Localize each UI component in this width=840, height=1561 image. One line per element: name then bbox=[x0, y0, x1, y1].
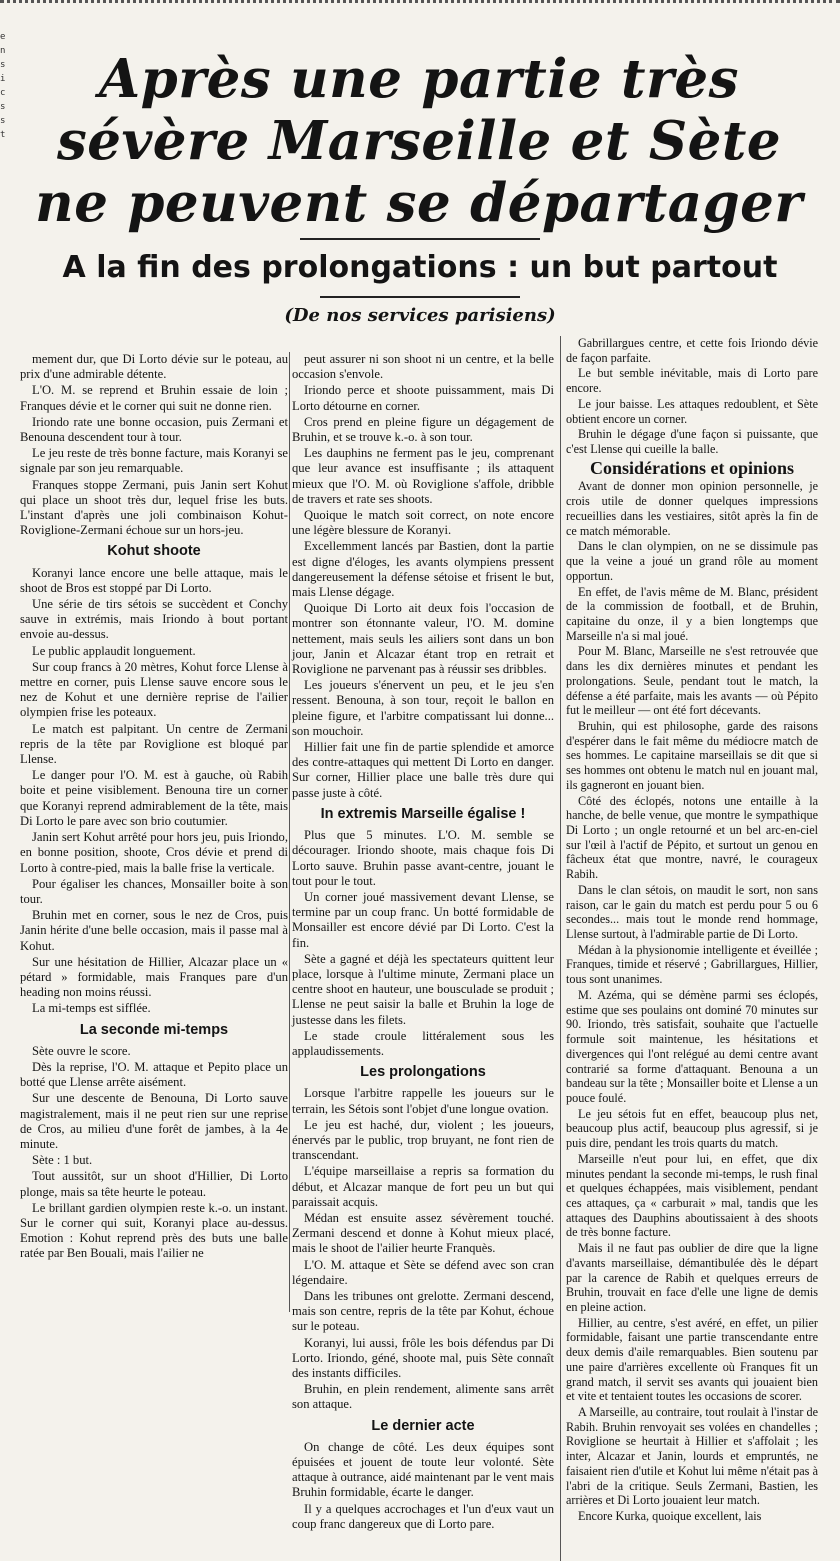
paragraph: Médan est ensuite assez sévèrement touché. Zermani descend et donne à Kohut mieux placé, mais le shoot de l'ailier heurte Franquès. bbox=[292, 1210, 554, 1256]
paragraph: Bruhin, en plein rendement, alimente sans arrêt son attaque. bbox=[292, 1382, 554, 1412]
paragraph: Sur une descente de Benouna, Di Lorto sauve magistralement, mais il ne peut rien sur une reprise de Cros, au milieu d'une forêt de jambes, à la 4e minute. bbox=[20, 1091, 288, 1151]
paragraph: Le stade croule littéralement sous les applaudissements. bbox=[292, 1028, 554, 1058]
paragraph: Dans le clan olympien, on ne se dissimule pas que la veine a joué un grand rôle au moment opportun. bbox=[566, 539, 818, 583]
article-column-2 bbox=[292, 352, 554, 1533]
margin-fragment: ensicsst bbox=[0, 32, 6, 140]
paragraph: Un corner joué massivement devant Llense, se termine par un coup franc. Un botté formidable de Monsailler est encore dévié par Di Lorto. C'est la fin. bbox=[292, 889, 554, 950]
paragraph: En effet, de l'avis même de M. Blanc, président de la commission de football, et de Bruhin, capitaine du onze, il y a bien longtemps que Marseille n'a si mal joué. bbox=[566, 584, 818, 643]
paragraph: Tout aussitôt, sur un shoot d'Hillier, Di Lorto plonge, mais sa tête heurte le poteau. bbox=[20, 1169, 288, 1199]
paragraph: Mais il ne faut pas oublier de dire que la ligne d'avants marseillaise, démantibulée dès le départ par la carence de Rabih et quelques erreurs de Bruhin, trouvait en face d'elle une ligne de demis en pleine action. bbox=[566, 1241, 818, 1314]
paragraph: Koranyi lance encore une belle attaque, mais le shoot de Bros est stoppé par Di Lorto. bbox=[20, 565, 288, 595]
paragraph: Bruhin le dégage d'une façon si puissante, que c'est Llense qui cueille la balle. bbox=[566, 427, 818, 457]
column-separator bbox=[560, 336, 561, 1561]
paragraph: Pour égaliser les chances, Monsailler boite à son tour. bbox=[20, 876, 288, 906]
paragraph: mement dur, que Di Lorto dévie sur le poteau, au prix d'une admirable détente. bbox=[20, 352, 288, 382]
paragraph: Dans le clan sétois, on maudit le sort, non sans raison, car le gain du match est perdu pour 5 ou 6 secondes... mais tout le monde rend hommage, Llense surtout, à l'admirable partie de Di Lorto. bbox=[566, 882, 818, 942]
paragraph: Encore Kurka, quoique excellent, lais bbox=[578, 1509, 762, 1524]
paragraph: Le brillant gardien olympien reste k.-o. un instant. Sur le corner qui suit, Koranyi place au-dessus. Emotion : Kohut reprend près des buts une balle ratée par Ben Bouali, mais l'ailier ne bbox=[20, 1200, 288, 1261]
section-heading: In extremis Marseille égalise ! bbox=[320, 805, 526, 822]
paragraph: Une série de tirs sétois se succèdent et Conchy sauve in extrémis, mais Iriondo à bout portant envoie au-dessus. bbox=[20, 597, 288, 642]
paragraph: Le but semble inévitable, mais di Lorto pare encore. bbox=[566, 366, 818, 396]
paragraph: Sète : 1 but. bbox=[32, 1153, 93, 1168]
paragraph: Bruhin, qui est philosophe, garde des raisons d'espérer dans le fait même du médiocre match de ses hommes. Le capitaine marseillais se dit que si ses hommes ont obtenu le match nul en jouant mal, ils gagneront en jouant bien. bbox=[566, 718, 818, 792]
paragraph: Hillier, au centre, s'est avéré, en effet, un pilier formidable, faisant une partie transcendante entre deux demis d'aile remarquables. Bien soutenu par une paire d'arrières excellente où Franques fit un grand match, il servit ses avants qui jouaient bien et vite et tentaient toutes les occasions de scorer. bbox=[566, 1315, 818, 1404]
article-column-3 bbox=[566, 336, 818, 1525]
paragraph: L'équipe marseillaise a repris sa formation du début, et Alcazar manque de fort peu un but qui paraissait acquis. bbox=[292, 1164, 554, 1209]
paragraph: Excellemment lancés par Bastien, dont la partie est digne d'éloges, les avants olympiens pressent dangereusement la défense sétoise et frisent le but, mais Llense dégage. bbox=[292, 539, 554, 600]
section-heading: Kohut shoote bbox=[107, 543, 201, 560]
paragraph: Le jeu reste de très bonne facture, mais Koranyi se signale par son jeu remarquable. bbox=[20, 446, 288, 476]
page-top-edge bbox=[0, 0, 840, 14]
column-separator bbox=[289, 352, 290, 1312]
paragraph: L'O. M. se reprend et Bruhin essaie de loin ; Franques dévie et le corner qui suit ne donne rien. bbox=[20, 383, 288, 413]
paragraph: Koranyi, lui aussi, frôle les bois défendus par Di Lorto. Iriondo, géné, shoote mal, puis Sète connaît des instants difficiles. bbox=[292, 1335, 554, 1380]
paragraph: Sur coup francs à 20 mètres, Kohut force Llense à mettre en corner, puis Llense sauve encore sous le nez de Kohut et une dernière reprise de l'ailier olympien frise les poteaux. bbox=[20, 659, 288, 720]
subheadline-rule bbox=[320, 296, 520, 298]
paragraph: Le match est palpitant. Un centre de Zermani repris de la tête par Roviglione est bloqué par Llense. bbox=[20, 721, 288, 767]
paragraph: Marseille n'eut pour lui, en effet, que dix minutes pendant la seconde mi-temps, le rush final et quelques échappées, mais visiblement, pendant ces attaques, ça « carburait » mal, tandis que les attaques des Dauphins aboutissaient à des shoots de très bonne facture. bbox=[566, 1151, 818, 1240]
paragraph: Le jeu est haché, dur, violent ; les joueurs, énervés par le public, trop bruyant, ne font rien de transcendant. bbox=[292, 1117, 554, 1163]
headline-rule bbox=[300, 238, 540, 240]
section-heading: Le dernier acte bbox=[371, 1417, 475, 1434]
credit-line: (De nos services parisiens) bbox=[284, 305, 556, 326]
paragraph: Sète ouvre le score. bbox=[32, 1043, 131, 1058]
paragraph: Le danger pour l'O. M. est à gauche, où Rabih boite et peine visiblement. Benouna tire un corner que Koranyi reprend admirablement de la tête, mais Di Lorto le pare avec son brio coutumier. bbox=[20, 768, 288, 828]
paragraph: Bruhin met en corner, sous le nez de Cros, puis Janin hérite d'une belle occasion, mais il passe mal à Kohut. bbox=[20, 908, 288, 953]
paragraph: M. Azéma, qui se démène parmi ses éclopés, estime que ses poulains ont dominé 70 minutes sur 90. Iriondo, très satisfait, souhaite que l'actuelle formule soit maintenue, les hésitations et divergences qui l'ont relégué au demi centre avant contrarié sa forme d'attaquant. Benouna a un bandeau sur la tête ; Monsailler boite et Llense a un pouce foulé. bbox=[566, 987, 818, 1105]
paragraph: Les joueurs s'énervent un peu, et le jeu s'en ressent. Benouna, à son tour, reçoit le ballon en pleine figure, et l'arbitre compatissant lui donne... son mouchoir. bbox=[292, 678, 554, 738]
paragraph: On change de côté. Les deux équipes sont épuisées et jouent de toute leur volonté. Sète attaque à outrance, aidé maintenant par le vent mais Bruhin formidable, écarte le danger. bbox=[292, 1439, 554, 1500]
paragraph: Hillier fait une fin de partie splendide et amorce des contre-attaques qui mettent Di Lorto en danger. Sur corner, Hillier place une balle très dure qui passe juste à côté. bbox=[292, 740, 554, 800]
paragraph: Quoique Di Lorto ait deux fois l'occasion de montrer son étonnante valeur, l'O. M. domine nettement, mais seuls les ailiers sont dans un bon jour, Janin et Alcazar étant trop en retrait et Roviglione ne parvenant pas à réussir ses dribbles. bbox=[292, 601, 554, 677]
article-column-1 bbox=[20, 352, 288, 1263]
paragraph: La mi-temps est sifflée. bbox=[32, 1001, 151, 1016]
paragraph: Sur une hésitation de Hillier, Alcazar place un « pétard » formidable, mais Franques pare d'un heading non moins réussi. bbox=[20, 954, 288, 1000]
paragraph: Le jour baisse. Les attaques redoublent, et Sète obtient encore un corner. bbox=[566, 396, 818, 426]
paragraph: Le jeu sétois fut en effet, beaucoup plus net, beaucoup plus actif, beaucoup plus agressif, si je puis dire, pendant les trois quarts du match. bbox=[566, 1106, 818, 1151]
paragraph: Franques stoppe Zermani, puis Janin sert Kohut qui place un shoot très dur, lequel frise les buts. L'instant d'après une joli combinaison Kohut-Roviglione-Zermani échoue sur un hors-jeu. bbox=[20, 477, 288, 538]
section-heading: Considérations et opinions bbox=[589, 457, 795, 478]
paragraph: Gabrillargues centre, et cette fois Iriondo dévie de façon parfaite. bbox=[566, 336, 818, 365]
paragraph: Dès la reprise, l'O. M. attaque et Pepito place un botté que Llense arrête aisément. bbox=[20, 1059, 288, 1090]
paragraph: Avant de donner mon opinion personnelle, je crois utile de donner quelques impressions recueillies dans les vestiaires, sitôt après la fin de ce match mémorable. bbox=[566, 479, 818, 538]
paragraph: Lorsque l'arbitre rappelle les joueurs sur le terrain, les Sétois sont l'objet d'une longue ovation. bbox=[292, 1086, 554, 1116]
paragraph: Pour M. Blanc, Marseille ne s'est retrouvée que dans les dix dernières minutes et pendant les prolongations. Seule, pendant tout le match, la défense a été parfaite, mais les avants — où Pépito fut le meilleur — ont été fort décevants. bbox=[566, 644, 818, 718]
section-heading: La seconde mi-temps bbox=[79, 1021, 229, 1038]
paragraph: A Marseille, au contraire, tout roulait à l'instar de Rabih. Bruhin renvoyait ses volées en chandelles ; Roviglione se heurtait à Hillier et s'affolait ; les inter, Alcazar et Janin, lourds et empruntés, ne faisaient rien d'utile et Kohut lui même n'était pas à l'abri de la critique. Seuls Zermani, Bastien, les arrières et Di Lorto jouaient leur match. bbox=[566, 1405, 818, 1508]
paragraph: Les dauphins ne ferment pas le jeu, comprenant que leur avance est insuffisante ; ils attaquent mieux que l'O. M. où Roviglione s'affole, dribble de travers et rate ses shoots. bbox=[292, 446, 554, 506]
paragraph: Janin sert Kohut arrêté pour hors jeu, puis Iriondo, en bonne position, shoote, Cros dévie et prend di Lorto à contre-pied, mais la balle frise la verticale. bbox=[20, 830, 288, 875]
paragraph: Médan à la physionomie intelligente et éveillée ; Franques, timide et réservé ; Gabrillargues, Hillier, tous sont unanimes. bbox=[566, 942, 818, 987]
paragraph: Le public applaudit longuement. bbox=[32, 643, 196, 658]
paragraph: Plus que 5 minutes. L'O. M. semble se décourager. Iriondo shoote, mais chaque fois Di Lorto sauve. Bruhin passe avant-centre, jouant le tout pour le tout. bbox=[292, 828, 554, 888]
subheadline: A la fin des prolongations : un but partout bbox=[62, 250, 778, 285]
paragraph: peut assurer ni son shoot ni un centre, et la belle occasion s'envole. bbox=[292, 352, 554, 382]
paragraph: Iriondo rate une bonne occasion, puis Zermani et Benouna descendent tour à tour. bbox=[20, 414, 288, 445]
paragraph: Il y a quelques accrochages et l'un d'eux vaut un coup franc dangereux que di Lorto pare. bbox=[292, 1501, 554, 1531]
paragraph: Dans les tribunes ont grelotte. Zermani descend, mais son centre, repris de la tête par Kohut, échoue sur le poteau. bbox=[292, 1288, 554, 1334]
paragraph: Quoique le match soit correct, on note encore une légère blessure de Koranyi. bbox=[292, 508, 554, 538]
paragraph: Côté des éclopés, notons une entaille à la hanche, de belle venue, que montre le sympathique Di Lorto ; un ongle retourné et un bel arc-en-ciel sur l'œil à l'actif de Pépito, et surtout un genou en fâcheux état que montre, navré, le courageux Rabih. bbox=[566, 793, 818, 882]
paragraph: Iriondo perce et shoote puissamment, mais Di Lorto détourne en corner. bbox=[292, 383, 554, 413]
headline: Après une partie très sévère Marseille et Sète ne peuvent se départager bbox=[35, 48, 803, 234]
paragraph: Sète a gagné et déjà les spectateurs quittent leur place, lorsque à l'ultime minute, Zermani place un centre shoot en hauteur, une bousculade se produit ; Llense ne peut saisir la balle et Bruhin la loge de justesse dans les filets. bbox=[292, 951, 554, 1027]
paragraph: L'O. M. attaque et Sète se défend avec son cran légendaire. bbox=[292, 1257, 554, 1287]
section-heading: Les prolongations bbox=[360, 1064, 486, 1081]
paragraph: Cros prend en pleine figure un dégagement de Bruhin, et se trouve k.-o. à son tour. bbox=[292, 414, 554, 445]
